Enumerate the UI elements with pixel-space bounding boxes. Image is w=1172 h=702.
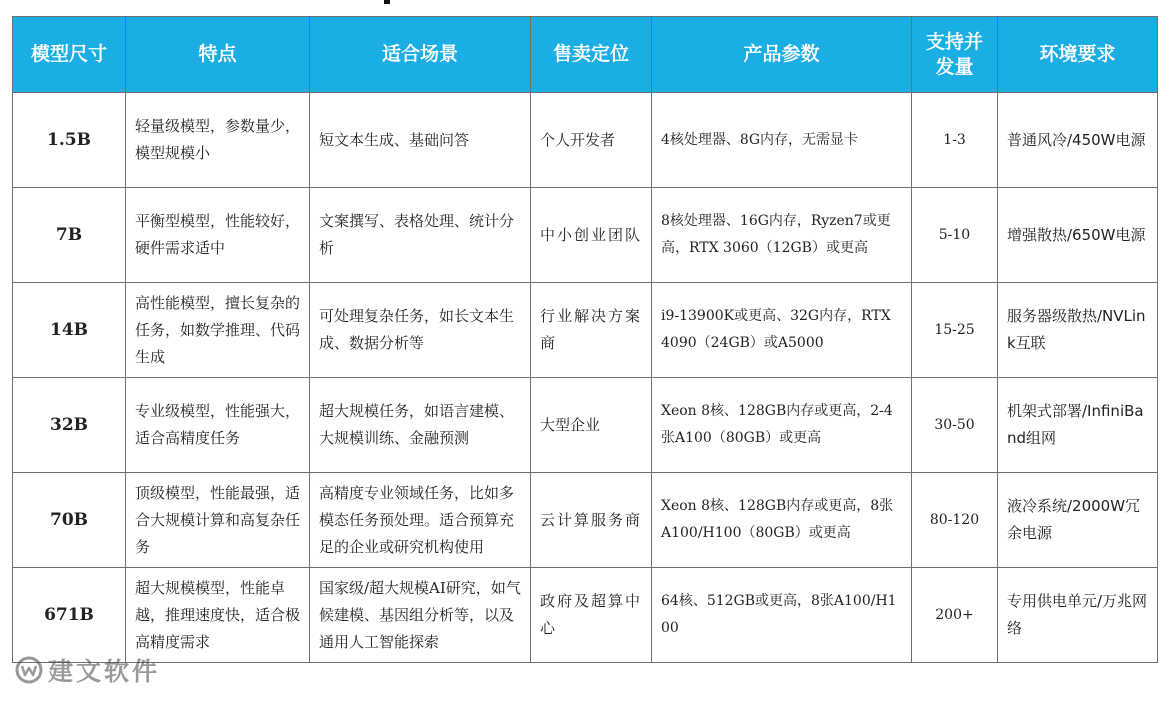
cell-features: 专业级模型，性能强大，适合高精度任务 bbox=[126, 378, 310, 473]
header-scenarios: 适合场景 bbox=[310, 17, 531, 93]
cell-params: 64核、512GB或更高，8张A100/H100 bbox=[652, 568, 912, 663]
table-row bbox=[13, 93, 1158, 188]
cell-positioning: 政府及超算中心 bbox=[531, 568, 652, 663]
cell-scenarios: 超大规模任务，如语言建模、大规模训练、金融预测 bbox=[310, 378, 531, 473]
cell-positioning: 行业解决方案商 bbox=[531, 283, 652, 378]
cell-scenarios: 高精度专业领域任务，比如多模态任务预处理。适合预算充足的企业或研究机构使用 bbox=[310, 473, 531, 568]
table-header-row bbox=[13, 17, 1158, 93]
cell-params: Xeon 8核、128GB内存或更高，2-4张A100（80GB）或更高 bbox=[652, 378, 912, 473]
table-row bbox=[13, 568, 1158, 663]
cell-environment: 专用供电单元/万兆网络 bbox=[998, 568, 1158, 663]
cell-params: Xeon 8核、128GB内存或更高，8张A100/H100（80GB）或更高 bbox=[652, 473, 912, 568]
cell-positioning: 大型企业 bbox=[531, 378, 652, 473]
cell-scenarios: 文案撰写、表格处理、统计分析 bbox=[310, 188, 531, 283]
cell-concurrency: 200+ bbox=[912, 568, 998, 663]
table-row bbox=[13, 188, 1158, 283]
cell-environment: 液冷系统/2000W冗余电源 bbox=[998, 473, 1158, 568]
header-features: 特点 bbox=[126, 17, 310, 93]
cell-features: 高性能模型，擅长复杂的任务，如数学推理、代码生成 bbox=[126, 283, 310, 378]
cell-scenarios: 国家级/超大规模AI研究，如气候建模、基因组分析等，以及通用人工智能探索 bbox=[310, 568, 531, 663]
table-row bbox=[13, 473, 1158, 568]
cell-params: 8核处理器、16G内存，Ryzen7或更高，RTX 3060（12GB）或更高 bbox=[652, 188, 912, 283]
cell-features: 轻量级模型，参数量少，模型规模小 bbox=[126, 93, 310, 188]
cell-size: 14B bbox=[13, 283, 126, 378]
cell-features: 平衡型模型，性能较好，硬件需求适中 bbox=[126, 188, 310, 283]
top-text-fragment bbox=[384, 0, 390, 4]
table-row bbox=[13, 283, 1158, 378]
cell-features: 顶级模型，性能最强，适合大规模计算和高复杂任务 bbox=[126, 473, 310, 568]
cell-environment: 增强散热/650W电源 bbox=[998, 188, 1158, 283]
cell-features: 超大规模模型，性能卓越，推理速度快，适合极高精度需求 bbox=[126, 568, 310, 663]
cell-environment: 普通风冷/450W电源 bbox=[998, 93, 1158, 188]
header-params: 产品参数 bbox=[652, 17, 912, 93]
cell-concurrency: 30-50 bbox=[912, 378, 998, 473]
cell-positioning: 个人开发者 bbox=[531, 93, 652, 188]
cell-concurrency: 5-10 bbox=[912, 188, 998, 283]
cell-size: 70B bbox=[13, 473, 126, 568]
cell-scenarios: 可处理复杂任务，如长文本生成、数据分析等 bbox=[310, 283, 531, 378]
cell-size: 671B bbox=[13, 568, 126, 663]
table-row bbox=[13, 378, 1158, 473]
model-spec-table bbox=[12, 16, 1158, 663]
cell-concurrency: 15-25 bbox=[912, 283, 998, 378]
cell-positioning: 云计算服务商 bbox=[531, 473, 652, 568]
cell-params: i9-13900K或更高、32G内存，RTX 4090（24GB）或A5000 bbox=[652, 283, 912, 378]
cell-positioning: 中小创业团队 bbox=[531, 188, 652, 283]
cell-scenarios: 短文本生成、基础问答 bbox=[310, 93, 531, 188]
header-concurrency: 支持并 发量 bbox=[912, 17, 998, 93]
cell-concurrency: 80-120 bbox=[912, 473, 998, 568]
header-model-size: 模型尺寸 bbox=[13, 17, 126, 93]
cell-size: 7B bbox=[13, 188, 126, 283]
cell-environment: 服务器级散热/NVLink互联 bbox=[998, 283, 1158, 378]
cell-params: 4核处理器、8G内存，无需显卡 bbox=[652, 93, 912, 188]
cell-size: 1.5B bbox=[13, 93, 126, 188]
header-environment: 环境要求 bbox=[998, 17, 1158, 93]
header-positioning: 售卖定位 bbox=[531, 17, 652, 93]
watermark-text: 建文软件 bbox=[48, 657, 161, 686]
cell-concurrency: 1-3 bbox=[912, 93, 998, 188]
cell-size: 32B bbox=[13, 378, 126, 473]
cell-environment: 机架式部署/InfiniBand组网 bbox=[998, 378, 1158, 473]
